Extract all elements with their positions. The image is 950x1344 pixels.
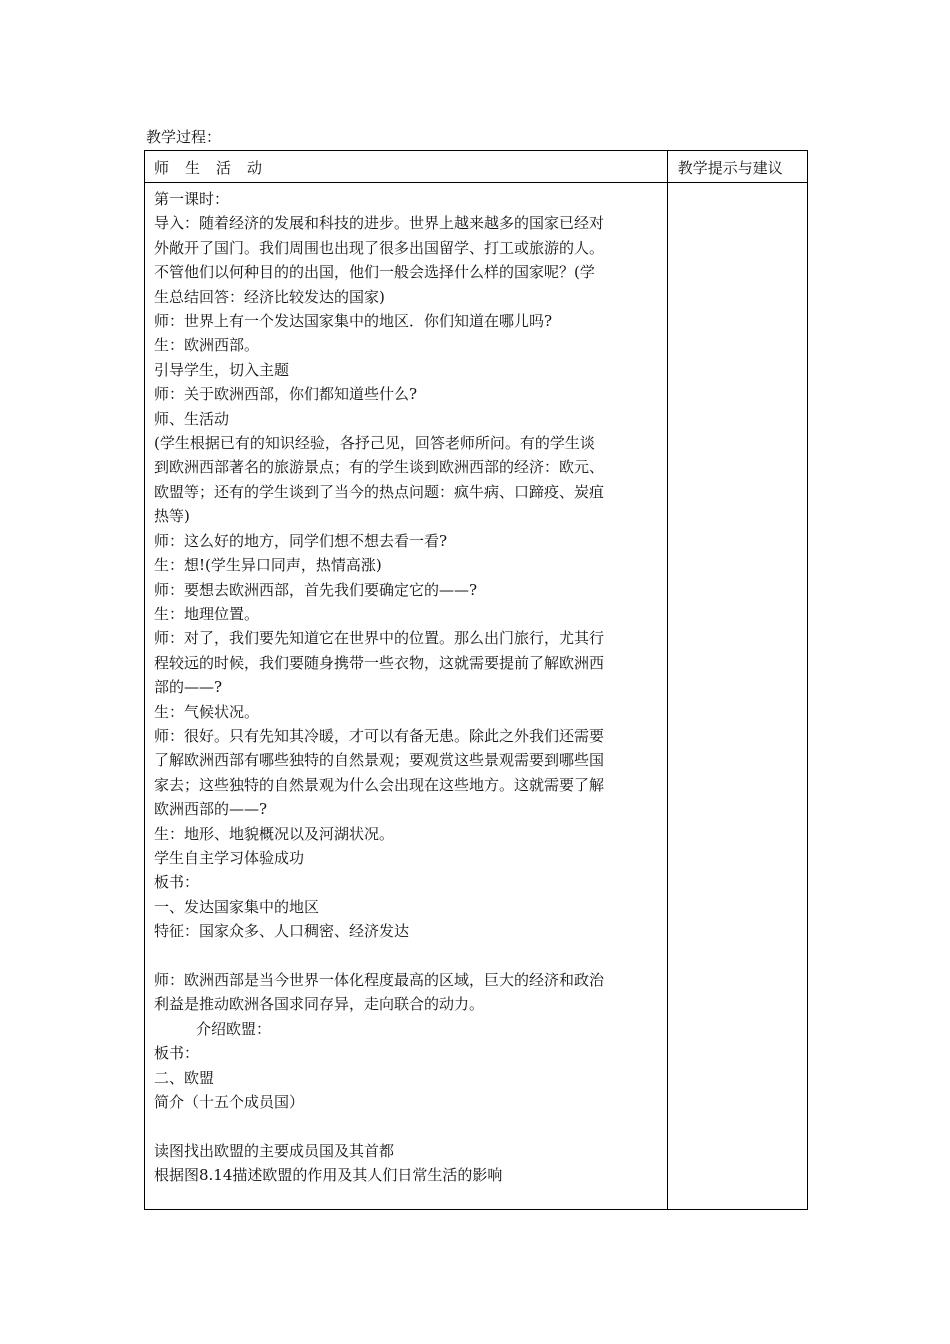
text-line: 一、发达国家集中的地区: [154, 897, 320, 916]
text-line: 部的——?: [154, 678, 223, 697]
text-line: 生：欧洲西部。: [154, 336, 260, 355]
text-line: 导入：随着经济的发展和科技的进步。世界上越来越多的国家已经对: [154, 214, 605, 233]
text-line: 师、生活动: [154, 409, 230, 428]
table-header-row: [145, 151, 808, 183]
text-line: 生：地形、地貌概况以及河湖状况。: [154, 824, 395, 843]
text-line: 师：这么好的地方，同学们想不想去看一看?: [154, 531, 448, 550]
text-line: 师：对了，我们要先知道它在世界中的位置。那么出门旅行，尤其行: [154, 629, 605, 648]
text-line: 师：欧洲西部是当今世界一体化程度最高的区域，巨大的经济和政治: [154, 970, 605, 989]
text-line: 了解欧洲西部有哪些独特的自然景观；要观赏这些景观需要到哪些国: [154, 751, 605, 770]
text-line: 简介（十五个成员国）: [154, 1093, 305, 1112]
text-line: 引导学生，切入主题: [154, 360, 290, 379]
text-line: 介绍欧盟：: [196, 1019, 272, 1038]
text-line: 板书：: [154, 873, 200, 892]
text-line: 生：气候状况。: [154, 702, 260, 721]
text-line: [154, 1114, 661, 1138]
text-line: (学生根据已有的知识经验，各抒己见，回答老师所问。有的学生谈: [154, 434, 595, 453]
table-body-row: [145, 183, 808, 1210]
section-heading: 教学过程：: [146, 128, 222, 146]
column-header-activities: 师生活动: [145, 151, 668, 183]
activities-cell: [145, 183, 668, 1210]
text-line: 师：关于欧洲西部，你们都知道些什么?: [154, 385, 418, 404]
lesson-table: [144, 150, 808, 1210]
text-line: 热等): [154, 507, 190, 526]
tips-cell: [667, 183, 807, 1210]
text-line: 欧盟等；还有的学生谈到了当今的热点问题：疯牛病、口蹄疫、炭疽: [154, 482, 605, 501]
text-line: 师：世界上有一个发达国家集中的地区．你们知道在哪儿吗?: [154, 312, 553, 331]
text-line: 师：很好。只有先知其冷暖，才可以有备无患。除此之外我们还需要: [154, 726, 605, 745]
text-line: 生：地理位置。: [154, 604, 260, 623]
text-line: 程较远的时候，我们要随身携带一些衣物，这就需要提前了解欧洲西: [154, 653, 605, 672]
column-header-tips: 教学提示与建议: [667, 151, 807, 183]
text-line: 二、欧盟: [154, 1068, 215, 1087]
text-line: 板书：: [154, 1044, 200, 1063]
text-line: 不管他们以何种目的的出国，他们一般会选择什么样的国家呢？(学: [154, 263, 595, 282]
text-line: 生总结回答：经济比较发达的国家): [154, 287, 385, 306]
text-line: 到欧洲西部著名的旅游景点；有的学生谈到欧洲西部的经济：欧元、: [154, 458, 605, 477]
text-line: 外敞开了国门。我们周围也出现了很多出国留学、打工或旅游的人。: [154, 238, 605, 257]
text-line: [154, 944, 661, 968]
text-line: 读图找出欧盟的主要成员国及其首都: [154, 1141, 395, 1160]
text-line: 第一课时：: [154, 190, 230, 208]
text-line: 学生自主学习体验成功: [154, 848, 305, 867]
text-line: 特征：国家众多、人口稠密、经济发达: [154, 922, 410, 941]
text-line: 家去；这些独特的自然景观为什么会出现在这些地方。这就需要了解: [154, 775, 605, 794]
text-line: 生：想!(学生异口同声，热情高涨): [154, 556, 382, 575]
text-line: 师：要想去欧洲西部，首先我们要确定它的——?: [154, 580, 478, 599]
text-line: 利益是推动欧洲各国求同存异，走向联合的动力。: [154, 995, 485, 1014]
text-line: 根据图8.14描述欧盟的作用及其人们日常生活的影响: [154, 1166, 503, 1185]
text-line: 欧洲西部的——?: [154, 800, 268, 819]
